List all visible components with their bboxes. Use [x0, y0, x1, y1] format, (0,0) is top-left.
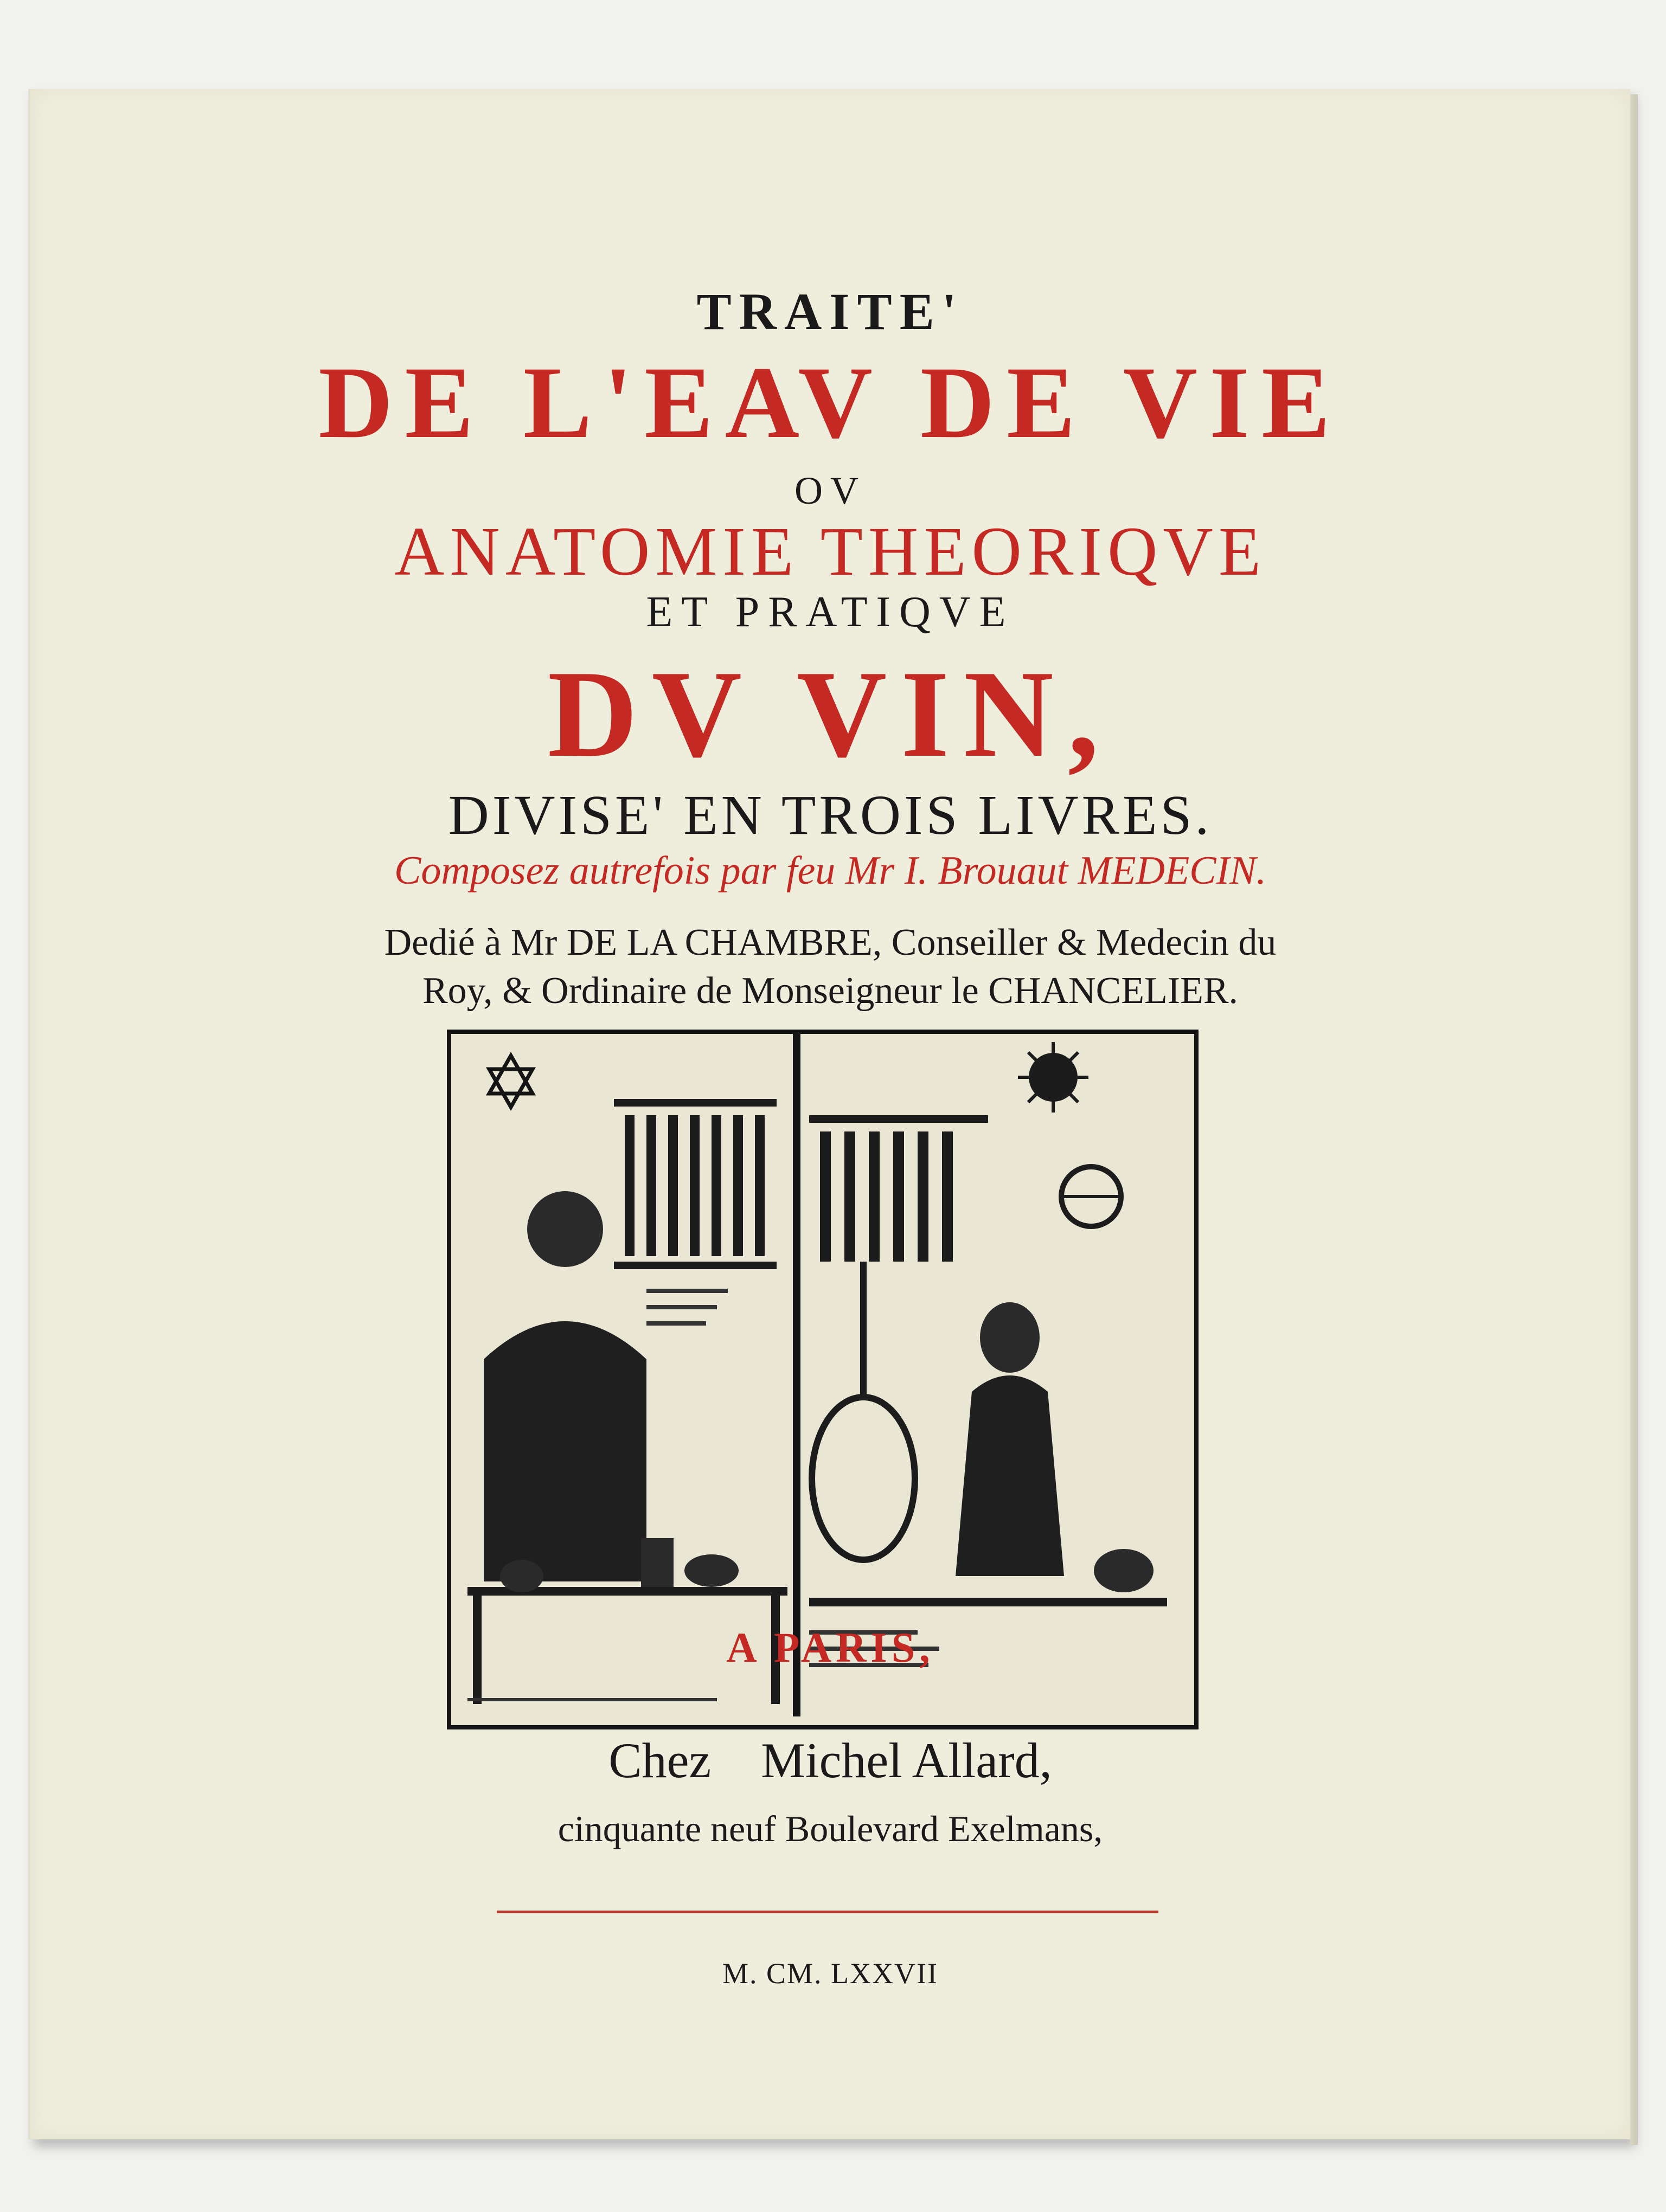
book-cover	[28, 89, 1630, 2139]
title-du-vin: DV VIN,	[547, 645, 1113, 783]
title-anatomie: ANATOMIE THEORIQVE	[394, 513, 1267, 590]
title-traite: TRAITE'	[696, 282, 964, 340]
year-line: M. CM. LXXVII	[722, 1957, 938, 1990]
title-pratique: ET PRATIQVE	[646, 588, 1015, 636]
dedication-line-1: Dedié à Mr DE LA CHAMBRE, Conseiller & Medecin du	[384, 922, 1277, 963]
dedication-line-2: Roy, & Ordinaire de Monseigneur le CHANCELIER.	[422, 970, 1239, 1012]
title-divise: DIVISE' EN TROIS LIVRES.	[448, 784, 1213, 846]
title-ou: OV	[794, 469, 866, 512]
address-line: cinquante neuf Boulevard Exelmans,	[558, 1808, 1103, 1849]
title-eau-de-vie: DE L'EAV DE VIE	[318, 346, 1342, 460]
publisher-line: Chez Michel Allard,	[608, 1733, 1052, 1788]
city-line: A PARIS,	[726, 1624, 934, 1671]
author-line: Composez autrefois par feu Mr I. Brouaut MEDECIN.	[394, 848, 1267, 893]
red-divider-rule	[497, 1911, 1158, 1913]
